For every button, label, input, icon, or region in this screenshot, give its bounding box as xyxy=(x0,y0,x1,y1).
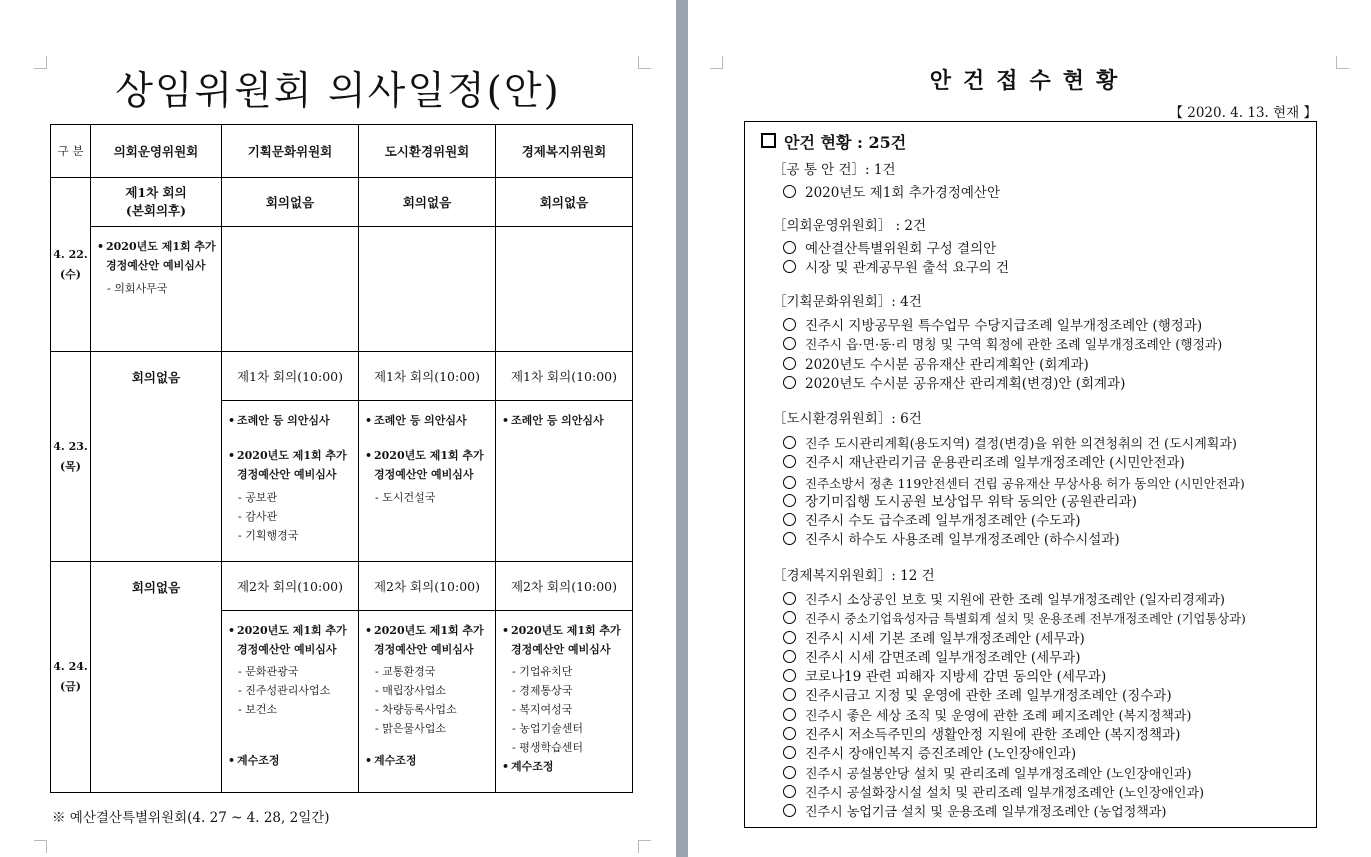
date-cell-day3 xyxy=(51,562,91,793)
list-item: 진주시 지방공무원 특수업무 수당지급조례 일부개정조례안 (행정과) xyxy=(783,317,1222,336)
right-document-page xyxy=(688,0,1371,857)
crop-mark xyxy=(638,840,651,853)
agenda-status-box xyxy=(744,121,1317,828)
section-items xyxy=(783,435,1245,551)
schedule-table xyxy=(50,124,633,793)
department-item: - 평생학습센터 xyxy=(512,741,583,754)
department-item: - 문화관광국 xyxy=(238,665,299,678)
circle-bullet-icon xyxy=(783,746,796,759)
list-item: 진주시 저소득주민의 생활안정 지원에 관한 조례안 (복지정책과) xyxy=(783,726,1246,745)
section-label: ［의회운영위원회］ : 2건 xyxy=(773,218,927,234)
weekday-text: (목) xyxy=(59,459,82,473)
department-item: - 차량등록사업소 xyxy=(375,703,457,716)
list-item: 2020년도 수시분 공유재산 관리계획(변경)안 (회계과) xyxy=(783,375,1222,394)
list-item: 진주시 하수도 사용조례 일부개정조례안 (하수시설과) xyxy=(783,531,1245,550)
circle-bullet-icon xyxy=(783,337,796,350)
circle-bullet-icon xyxy=(783,611,796,624)
agenda-bullet-cont: 경정예산안 예비심사 xyxy=(237,468,337,481)
header-council-committee: 의회운영위원회 xyxy=(91,125,222,178)
circle-bullet-icon xyxy=(783,631,796,644)
agenda-bullet: • 계수조정 xyxy=(228,754,280,767)
agenda-bullet: • 조례안 등 의안심사 xyxy=(502,414,604,427)
section-items xyxy=(783,317,1222,394)
session-title: 제1차 회의 xyxy=(125,185,187,200)
session-cell: 제1차 회의(10:00) xyxy=(496,352,633,401)
circle-bullet-icon xyxy=(783,688,796,701)
list-item: 진주시 공설화장시설 설치 및 관리조례 일부개정조례안 (노인장애인과) xyxy=(783,784,1246,803)
list-item: 진주시 장애인복지 증진조례안 (노인장애인과) xyxy=(783,745,1246,764)
table-header-row xyxy=(51,125,633,178)
no-meeting-cell: 회의없음 xyxy=(91,562,222,793)
section-label: ［도시환경위원회］: 6건 xyxy=(773,411,922,427)
list-item: 진주시 시세 감면조례 일부개정조례안 (세무과) xyxy=(783,649,1246,668)
circle-bullet-icon xyxy=(783,376,796,389)
date-text: 4. 24. xyxy=(53,660,88,673)
agenda-summary: 안건 현황 : 25건 xyxy=(761,130,906,153)
circle-bullet-icon xyxy=(783,804,796,817)
no-meeting-cell: 회의없음 xyxy=(496,178,633,227)
department-item: - 교통환경국 xyxy=(375,665,436,678)
agenda-bullet: • 조례안 등 의안심사 xyxy=(365,414,467,427)
circle-bullet-icon xyxy=(783,260,796,273)
list-item: 2020년도 제1회 추가경정예산안 xyxy=(783,184,1000,203)
session-cell: 제1차 회의(10:00) xyxy=(359,352,496,401)
header-category: 구 분 xyxy=(51,125,91,178)
no-meeting-cell: 회의없음 xyxy=(222,178,359,227)
table-row xyxy=(51,352,633,401)
circle-bullet-icon xyxy=(783,513,796,526)
list-item: 진주시 재난관리기금 운용관리조례 일부개정조례안 (시민안전과) xyxy=(783,454,1245,473)
header-urban-committee: 도시환경위원회 xyxy=(359,125,496,178)
list-item: 진주 도시관리계획(용도지역) 결정(변경)을 위한 의견청취의 건 (도시계획과) xyxy=(783,435,1245,454)
urban-budget-cell xyxy=(359,611,496,793)
table-row xyxy=(51,227,633,352)
circle-bullet-icon xyxy=(783,241,796,254)
agenda-bullet-cont: 경정예산안 예비심사 xyxy=(511,643,611,656)
agenda-bullet-cont: 경정예산안 예비심사 xyxy=(374,468,474,481)
agenda-bullet: • 2020년도 제1회 추가 xyxy=(228,624,347,637)
list-item: 시장 및 관계공무원 출석 요구의 건 xyxy=(783,259,1009,278)
list-item: 진주시 농업기금 설치 및 운용조례 일부개정조례안 (농업정책과) xyxy=(783,803,1246,822)
header-econ-committee: 경제복지위원회 xyxy=(496,125,633,178)
session-note: (본회의후) xyxy=(125,203,187,218)
department-item: - 도시건설국 xyxy=(375,491,436,504)
budget-committee-note: ※ 예산결산특별위원회(4. 27 ~ 4. 28, 2일간) xyxy=(52,810,330,826)
council-session-cell xyxy=(91,178,222,227)
agenda-bullet-cont: 경정예산안 예비심사 xyxy=(237,643,337,656)
list-item: 진주시 읍·면·동·리 명칭 및 구역 획정에 관한 조례 일부개정조례안 (행정과) xyxy=(783,336,1222,355)
circle-bullet-icon xyxy=(783,455,796,468)
department-item: - 공보관 xyxy=(238,491,278,504)
status-date: 【 2020. 4. 13. 현재 】 xyxy=(1169,105,1317,121)
weekday-text: (금) xyxy=(59,680,82,693)
session-cell: 제2차 회의(10:00) xyxy=(496,562,633,611)
list-item: 진주소방서 정촌 119안전센터 건립 공유재산 무상사용 허가 동의안 (시민안전과) xyxy=(783,474,1245,493)
circle-bullet-icon xyxy=(783,669,796,682)
circle-bullet-icon xyxy=(783,318,796,331)
department-item: - 감사관 xyxy=(238,510,278,523)
header-planning-committee: 기획문화위원회 xyxy=(222,125,359,178)
department-item: - 기업유치단 xyxy=(512,665,573,678)
list-item: 코로나19 관련 피해자 지방세 감면 동의안 (세무과) xyxy=(783,668,1246,687)
circle-bullet-icon xyxy=(783,708,796,721)
section-items xyxy=(783,591,1246,823)
no-meeting-cell: 회의없음 xyxy=(91,352,222,562)
circle-bullet-icon xyxy=(783,185,796,198)
department-item: - 의회사무국 xyxy=(107,282,168,295)
agenda-bullet: • 2020년도 제1회 추가 xyxy=(502,624,621,637)
agenda-status-title: 안건접수현황 xyxy=(929,68,1130,94)
session-cell: 제1차 회의(10:00) xyxy=(222,352,359,401)
date-cell-day2 xyxy=(51,352,91,562)
list-item: 진주시 공설봉안당 설치 및 관리조례 일부개정조례안 (노인장애인과) xyxy=(783,765,1246,784)
agenda-bullet-cont: 경정예산안 예비심사 xyxy=(106,259,206,272)
agenda-bullet: • 계수조정 xyxy=(502,760,554,773)
department-item: - 경제통상국 xyxy=(512,684,573,697)
agenda-bullet: • 2020년도 제1회 추가 xyxy=(97,240,216,253)
list-item: 진주시 좋은 세상 조직 및 운영에 관한 조례 폐지조례안 (복지정책과) xyxy=(783,707,1246,726)
empty-cell xyxy=(222,227,359,352)
circle-bullet-icon xyxy=(783,357,796,370)
circle-bullet-icon xyxy=(783,650,796,663)
circle-bullet-icon xyxy=(783,436,796,449)
checkbox-square-icon xyxy=(761,133,776,148)
circle-bullet-icon xyxy=(783,785,796,798)
list-item: 진주시 소상공인 보호 및 지원에 관한 조례 일부개정조례안 (일자리경제과) xyxy=(783,591,1246,610)
list-item: 진주시금고 지정 및 운영에 관한 조례 일부개정조례안 (징수과) xyxy=(783,687,1246,706)
circle-bullet-icon xyxy=(783,476,796,489)
planning-budget-cell xyxy=(222,611,359,793)
urban-agenda-cell xyxy=(359,401,496,562)
date-cell-day1 xyxy=(51,178,91,352)
department-item: - 복지여성국 xyxy=(512,703,573,716)
section-label: ［경제복지위원회］: 12 건 xyxy=(773,568,935,584)
circle-bullet-icon xyxy=(783,766,796,779)
list-item: 진주시 시세 기본 조례 일부개정조례안 (세무과) xyxy=(783,630,1246,649)
schedule-title: 상임위원회 의사일정(안) xyxy=(115,69,561,114)
council-agenda-cell xyxy=(91,227,222,352)
econ-budget-cell xyxy=(496,611,633,793)
agenda-bullet: • 2020년도 제1회 추가 xyxy=(365,624,484,637)
department-item: - 매립장사업소 xyxy=(375,684,446,697)
planning-agenda-cell xyxy=(222,401,359,562)
department-item: - 농업기술센터 xyxy=(512,722,583,735)
department-item: - 보건소 xyxy=(238,703,278,716)
department-item: - 기획행경국 xyxy=(238,529,299,542)
agenda-bullet: • 2020년도 제1회 추가 xyxy=(365,449,484,462)
table-row xyxy=(51,178,633,227)
agenda-bullet: • 계수조정 xyxy=(365,754,417,767)
department-item: - 진주성관리사업소 xyxy=(238,684,331,697)
circle-bullet-icon xyxy=(783,592,796,605)
list-item: 진주시 중소기업육성자금 특별회계 설치 및 운용조례 전부개정조례안 (기업통상과) xyxy=(783,610,1246,629)
list-item: 예산결산특별위원회 구성 결의안 xyxy=(783,240,1009,259)
circle-bullet-icon xyxy=(783,494,796,507)
session-cell: 제2차 회의(10:00) xyxy=(222,562,359,611)
crop-mark xyxy=(34,840,47,853)
empty-cell xyxy=(496,227,633,352)
date-text: 4. 23. xyxy=(53,439,88,453)
agenda-bullet: • 조례안 등 의안심사 xyxy=(228,414,330,427)
session-cell: 제2차 회의(10:00) xyxy=(359,562,496,611)
left-document-page xyxy=(0,0,676,857)
date-text: 4. 22. xyxy=(53,247,88,261)
list-item: 진주시 수도 급수조례 일부개정조례안 (수도과) xyxy=(783,512,1245,531)
department-item: - 맑은물사업소 xyxy=(375,722,446,735)
weekday-text: (수) xyxy=(59,267,82,281)
list-item: 2020년도 수시분 공유재산 관리계획안 (회계과) xyxy=(783,356,1222,375)
econ-agenda-cell xyxy=(496,401,633,562)
section-label: ［공 통 안 건］: 1건 xyxy=(773,162,896,178)
list-item: 장기미집행 도시공원 보상업무 위탁 동의안 (공원관리과) xyxy=(783,493,1245,512)
agenda-bullet-cont: 경정예산안 예비심사 xyxy=(374,643,474,656)
agenda-bullet: • 2020년도 제1회 추가 xyxy=(228,449,347,462)
section-label: ［기획문화위원회］: 4건 xyxy=(773,294,922,310)
section-items xyxy=(783,240,1009,279)
table-row xyxy=(51,562,633,611)
section-items xyxy=(783,184,1000,203)
empty-cell xyxy=(359,227,496,352)
no-meeting-cell: 회의없음 xyxy=(359,178,496,227)
circle-bullet-icon xyxy=(783,532,796,545)
circle-bullet-icon xyxy=(783,727,796,740)
